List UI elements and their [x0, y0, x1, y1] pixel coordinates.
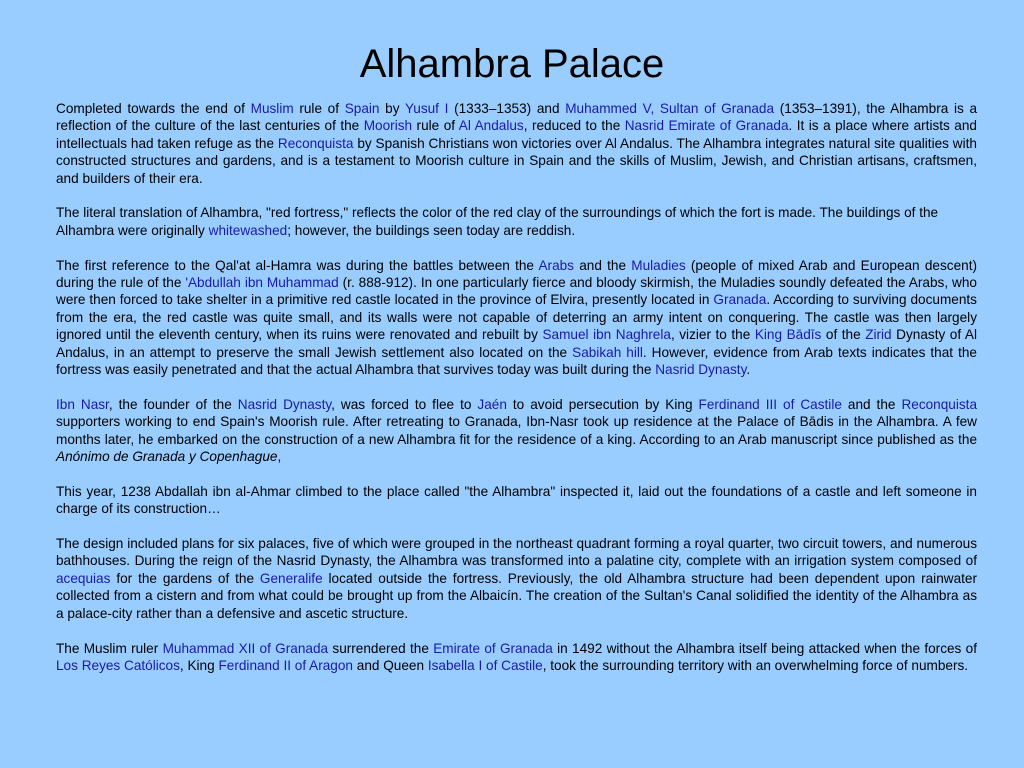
inline-link[interactable]: Ibn Nasr: [56, 396, 109, 412]
paragraph-text: Dynasty of Al Andalus, in an attempt to preserve the small Jewish settlement also located on the: [56, 327, 978, 360]
inline-link[interactable]: Muhammed V, Sultan of Granada: [565, 101, 775, 116]
paragraph-text: by Spanish Christians won victories over Al Andalus. The Alhambra integrates natural site qualities with constructed structures and gardens, and is a testament to Moorish culture in Spain and the skills of Muslim, Jewish, and Christian artisans, craftsmen, and builders of their era.: [56, 135, 977, 186]
inline-link[interactable]: Ferdinand II of Aragon: [218, 657, 353, 673]
italic-text: Anónimo de Granada y Copenhague: [56, 449, 278, 465]
paragraph-p4: [56, 396, 977, 466]
paragraph-text: The first reference to the Qal'at al-Hamra was during the battles between the: [56, 257, 539, 273]
inline-link[interactable]: Reconquista: [277, 135, 354, 151]
inline-link[interactable]: Nasrid Dynasty: [237, 396, 332, 412]
inline-link[interactable]: Nasrid Dynasty: [655, 362, 747, 378]
paragraph-text: The literal translation of Alhambra, "red fortress," reflects the color of the red clay of the surroundings of which the fort is made. The buildings of the Alhambra were originally: [56, 205, 939, 238]
paragraph-text: by: [379, 101, 405, 116]
paragraph-text: , vizier to the: [670, 327, 755, 343]
slide-title: Alhambra Palace: [359, 42, 665, 86]
paragraph-text: , King: [179, 657, 219, 673]
paragraph-text: . However, evidence from Arab texts indicates that the fortress was easily penetrated and that the actual Alhambra that survives today was built during the: [56, 344, 977, 378]
inline-link[interactable]: Emirate of Granada: [433, 640, 553, 656]
paragraph-text: . According to surviving documents from the era, the red castle was quite small, and its walls were not capable of deterring an army intent on conquering. The castle was then largely ignored until the eleventh century, when its ruins were renovated and rebuilt by: [56, 292, 977, 343]
inline-link[interactable]: Generalife: [259, 570, 323, 586]
inline-link[interactable]: Muladies: [631, 257, 686, 273]
paragraph-text: to avoid persecution by King: [506, 396, 699, 412]
inline-link[interactable]: Arabs: [538, 257, 574, 273]
paragraph-text: ,: [277, 449, 282, 465]
inline-link[interactable]: Muhammad XII of Granada: [162, 640, 329, 656]
paragraph-text: , was forced to flee to: [331, 396, 478, 412]
inline-link[interactable]: King Bādīs: [754, 327, 822, 343]
paragraph-text: Completed towards the end of: [56, 101, 251, 116]
inline-link[interactable]: Jaén: [477, 396, 507, 412]
inline-link[interactable]: 'Abdullah ibn Muhammad: [185, 275, 339, 291]
paragraph-text: .: [746, 362, 751, 378]
paragraph-text: . It is a place where artists and intellectuals had taken refuge as the: [56, 118, 977, 151]
inline-link[interactable]: acequias: [56, 570, 111, 586]
paragraph-text: The Muslim ruler: [56, 640, 163, 656]
paragraph-p7: [56, 640, 977, 675]
inline-link[interactable]: Samuel ibn Naghrela: [542, 327, 671, 343]
paragraph-text: The design included plans for six palaces, five of which were grouped in the northeast quadrant forming a royal quarter, two circuit towers, and numerous bathhouses. During the reign of the Nasrid Dynasty, the Alhambra was transformed into a palatine city, complete with an irrigation system composed of: [56, 536, 977, 569]
inline-link[interactable]: Reconquista: [901, 396, 978, 412]
paragraph-text: (1333–1353) and: [448, 101, 566, 116]
inline-link[interactable]: Zirid: [865, 327, 892, 343]
paragraph-text: supporters working to end Spain's Moorish rule. After retreating to Granada, Ibn-Nasr took up residence at the Palace of Bādis in the Alhambra. A few months later, he embarked on the construction of a new Alhambra fit for the residence of a king. According to an Arab manuscript since published as the: [56, 414, 977, 447]
inline-link[interactable]: Los Reyes Católicos: [56, 657, 180, 673]
paragraph-text: of the: [821, 327, 866, 343]
paragraph-text: (r. 888-912). In one particularly fierce and bloody skirmish, the Muladies soundly defeated the Arabs, who were then forced to take shelter in a primitive red castle located in the province of Elvira, presently located in: [56, 275, 977, 308]
paragraph-p6: [56, 535, 977, 622]
inline-link[interactable]: Isabella I of Castile: [427, 657, 543, 673]
paragraph-text: in 1492 without the Alhambra itself being attacked when the forces of: [552, 640, 977, 656]
inline-link[interactable]: Al Andalus: [458, 118, 524, 134]
paragraph-p1: [56, 100, 977, 187]
paragraph-text: located outside the fortress. Previously, the old Alhambra structure had been dependent upon rainwater collected from a cistern and from what could be brought up from the Albaicín. The creation of the Sultan's Canal solidified the identity of the Alhambra as a palace-city rather than a defensive and ascetic structure.: [56, 570, 977, 621]
inline-link[interactable]: Sabikah hill: [572, 344, 643, 360]
inline-link[interactable]: Moorish: [363, 118, 413, 134]
inline-link[interactable]: Granada: [713, 292, 767, 308]
slide-body: [56, 100, 977, 692]
paragraph-text: This year, 1238 Abdallah ibn al-Ahmar climbed to the place called "the Alhambra" inspected it, laid out the foundations of a castle and left someone in charge of its construction…: [56, 483, 977, 517]
inline-link[interactable]: Yusuf I: [404, 101, 449, 116]
inline-link[interactable]: Nasrid Emirate of Granada: [624, 118, 789, 134]
paragraph-text: (1353–1391), the Alhambra is a reflection of the culture of the last centuries of the: [56, 101, 977, 134]
paragraph-p3: [56, 257, 977, 379]
paragraph-text: , reduced to the: [523, 118, 625, 134]
paragraph-text: and the: [841, 396, 902, 412]
paragraph-p2: [56, 204, 977, 239]
paragraph-text: , took the surrounding territory with an overwhelming force of numbers.: [542, 657, 969, 673]
inline-link[interactable]: Ferdinand III of Castile: [698, 396, 842, 412]
paragraph-text: (people of mixed Arab and European descent) during the rule of the: [56, 257, 977, 291]
paragraph-text: for the gardens of the: [110, 570, 260, 586]
paragraph-text: , the founder of the: [108, 396, 238, 412]
paragraph-text: rule of: [293, 101, 345, 116]
paragraph-text: rule of: [412, 118, 459, 134]
inline-link[interactable]: Spain: [344, 101, 380, 116]
paragraph-text: and the: [573, 257, 632, 273]
paragraph-p5: [56, 483, 977, 518]
inline-link[interactable]: whitewashed: [208, 222, 288, 238]
paragraph-text: surrendered the: [328, 640, 434, 656]
inline-link[interactable]: Muslim: [250, 101, 294, 116]
paragraph-text: and Queen: [353, 657, 428, 673]
paragraph-text: ; however, the buildings seen today are reddish.: [287, 222, 576, 238]
